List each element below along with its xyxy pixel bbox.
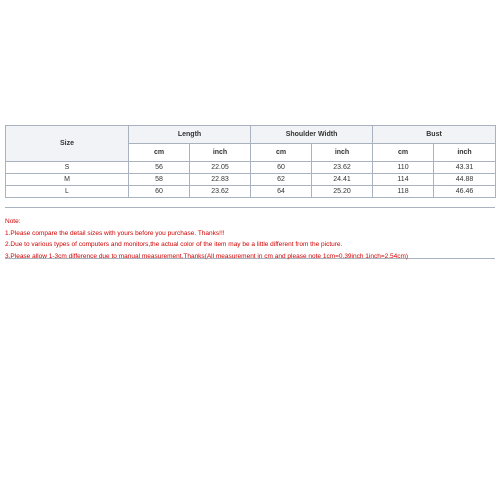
table-cell: 118 — [373, 186, 434, 198]
bust-header: Bust — [373, 126, 496, 144]
size-column-header: Size — [6, 126, 129, 162]
unit-header: cm — [129, 144, 190, 162]
unit-header: inch — [434, 144, 496, 162]
table-cell: 58 — [129, 174, 190, 186]
unit-header: cm — [251, 144, 312, 162]
table-cell: 22.05 — [190, 162, 251, 174]
table-cell: 23.62 — [312, 162, 373, 174]
table-cell: 44.88 — [434, 174, 496, 186]
size-cell: M — [6, 174, 129, 186]
table-cell: 25.20 — [312, 186, 373, 198]
notes-section — [5, 207, 495, 259]
note-line-1: 1.Please compare the detail sizes with yours before you purchase. Thanks!!! — [5, 229, 225, 237]
shoulder-width-header: Shoulder Width — [251, 126, 373, 144]
note-title: Note: — [5, 218, 21, 225]
table-cell: 110 — [373, 162, 434, 174]
size-cell: S — [6, 162, 129, 174]
table-cell: 114 — [373, 174, 434, 186]
table-cell: 24.41 — [312, 174, 373, 186]
note-line-3: 3.Please allow 1-3cm difference due to manual measurement.Thanks(All measurement in cm and please note 1cm=0.39inch 1inch=2.54cm) — [5, 252, 409, 260]
table-row — [6, 186, 496, 198]
table-cell: 64 — [251, 186, 312, 198]
length-header: Length — [129, 126, 251, 144]
table-cell: 46.46 — [434, 186, 496, 198]
table-row — [6, 162, 496, 174]
table-cell: 23.62 — [190, 186, 251, 198]
unit-header: inch — [190, 144, 251, 162]
note-line-2: 2.Due to various types of computers and monitors,the actual color of the item may be a little different from the picture. — [5, 241, 343, 248]
table-row — [6, 174, 496, 186]
size-chart-table — [5, 125, 496, 198]
size-cell: L — [6, 186, 129, 198]
unit-header: inch — [312, 144, 373, 162]
table-cell: 60 — [129, 186, 190, 198]
table-cell: 60 — [251, 162, 312, 174]
table-header-row — [6, 126, 496, 144]
table-cell: 56 — [129, 162, 190, 174]
table-cell: 62 — [251, 174, 312, 186]
unit-header: cm — [373, 144, 434, 162]
table-cell: 22.83 — [190, 174, 251, 186]
table-cell: 43.31 — [434, 162, 496, 174]
